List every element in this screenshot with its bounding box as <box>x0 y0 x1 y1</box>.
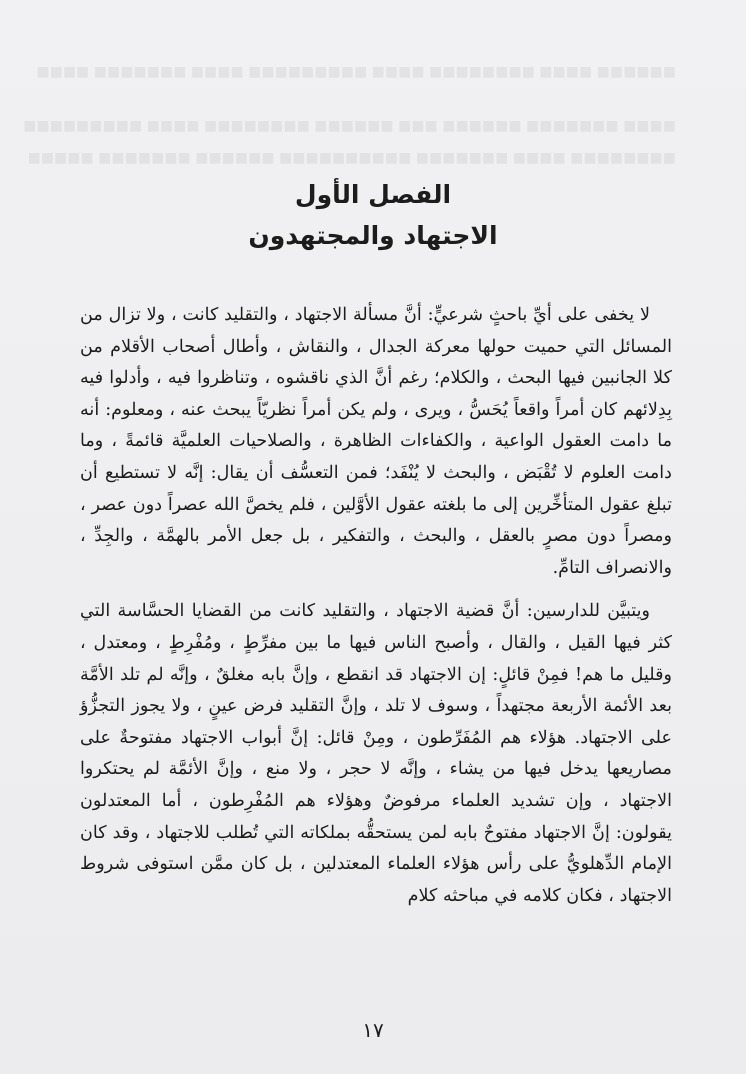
page-number: ١٧ <box>362 1018 384 1042</box>
chapter-heading <box>0 176 746 258</box>
chapter-subtitle: الاجتهاد والمجتهدون <box>248 221 498 250</box>
bleed-through-text: ■■■■ ■■■■■■■ ■■■■■■ ■■■ ■■■■■■ ■■■■■■■■ ■■■■ ■■■■■■■■■ <box>23 118 676 134</box>
bleed-through-text: ■■■■■■■■ ■■■■ ■■■■■■■ ■■■■■■■■■■ ■■■■■■ ■■■■■■■ ■■■■■ <box>27 150 676 166</box>
bleed-through-text: ■■■■■■ ■■■■ ■■■■■■■■ ■■■■ ■■■■■■■■■ ■■■■ ■■■■■■■ ■■■■ <box>36 64 676 80</box>
body-text <box>80 300 672 912</box>
paragraph: ويتبيَّن للدارسين: أنَّ قضية الاجتهاد ، والتقليد كانت من القضايا الحسَّاسة التي كثر فيها القيل ، والقال ، وأصبح الناس فيها ما بين مفرِّطٍ ، ومُفْرِطٍ ، ومعتدل ، وقليل ما هم! فمِنْ قائلٍ: إن الاجتهاد قد انقطع ، وإنَّ بابه مغلقٌ ، وإنَّه لم تلد الأمَّة بعد الأئمة الأربعة مجتهداً ، وسوف لا تلد ، وإنَّ التقليد فرض عينٍ ، ولا يجوز التجزُّؤ على الاجتهاد. هؤلاء هم المُفَرِّطون ، ومِنْ قائل: إنَّ أبواب الاجتهاد مفتوحةٌ على مصاريعها يدخل فيها من يشاء ، وإنَّه لا حجر ، ولا منع ، وإنَّ الأئمَّة لم يحتكروا الاجتهاد ، وإن تشديد العلماء مرفوضٌ وهؤلاء هم المُفْرِطون ، أما المعتدلون يقولون: إنَّ الاجتهاد مفتوحٌ بابه لمن يستحقُّه بملكاته التي تُطلب للاجتهاد ، وقد كان الإمام الدِّهلويُّ على رأس هؤلاء العلماء المعتدلين ، بل كان ممَّن استوفى شروط الاجتهاد ، فكان كلامه في مباحثه كلام <box>80 601 673 906</box>
chapter-title: الفصل الأول <box>294 180 452 209</box>
paragraph: لا يخفى على أيِّ باحثٍ شرعيٍّ: أنَّ مسألة الاجتهاد ، والتقليد كانت ، ولا تزال من المسائل التي حميت حولها معركة الجدال ، والنقاش ، وأطال أصحاب الأقلام من كلا الجانبين فيها البحث ، والكلام؛ رغم أنَّ الذي ناقشوه ، وتناظروا فيه ، وأدلوا فيه بِدِلائهم كان أمراً واقعاً يُحَسُّ ، ويرى ، ولم يكن أمراً نظريّاً يبحث عنه ، ومعلوم: أنه ما دامت العقول الواعية ، والكفاءات الظاهرة ، والصلاحيات العلميَّة قائمةً ، وما دامت العلوم لا تُقْبَض ، والبحث لا يُنْفَد؛ فمن التعسُّف أن يقال: إنَّه لا تستطيع أن تبلغ عقول المتأخِّرين إلى ما بلغته عقول الأوَّلين ، فلم يخصَّ الله عصراً دون عصر ، ومصراً دون مصرٍ بالعقل ، والبحث ، والتفكير ، بل جعل الأمر بالهمَّة ، والجِدِّ ، والانصراف التامِّ. <box>80 305 672 578</box>
